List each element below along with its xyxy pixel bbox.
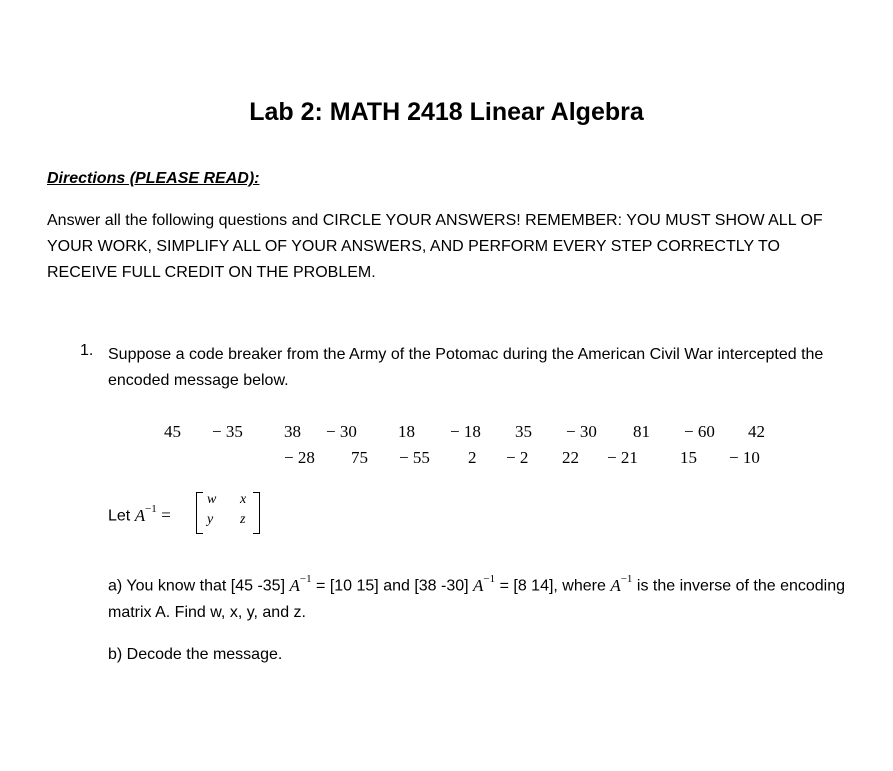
- directions-heading: Directions (PLEASE READ):: [47, 170, 260, 187]
- message-number: − 60: [684, 422, 715, 441]
- message-number: 22: [562, 448, 579, 467]
- message-number: 45: [164, 422, 181, 441]
- matrix-definition: [108, 505, 171, 526]
- message-number: − 30: [566, 422, 597, 441]
- message-number: 81: [633, 422, 650, 441]
- message-number: 2: [468, 448, 477, 467]
- matrix-cell-x: x: [240, 492, 247, 507]
- a-inverse-symbol: $A^{-1}$: [289, 573, 312, 595]
- message-number: − 55: [399, 448, 430, 467]
- message-number: − 30: [326, 422, 357, 441]
- right-bracket: [253, 492, 260, 534]
- page-title: Lab 2: MATH 2418 Linear Algebra: [249, 98, 644, 126]
- matrix-cell-w: w: [207, 492, 217, 507]
- part-b-text: b) Decode the message.: [108, 646, 283, 663]
- message-number: − 28: [284, 448, 315, 467]
- a-inverse-symbol: $A^{-1}$: [134, 503, 157, 525]
- let-label: Let: [108, 507, 131, 525]
- message-number: − 18: [450, 422, 481, 441]
- message-number: 15: [680, 448, 697, 467]
- a-inverse-symbol: $A^{-1}$: [473, 573, 496, 595]
- part-a-text: a) You know that [45 -35] $A^{-1} = [10$ 15] and [38 -30] $A^{-1} = [8$ 14], where $A^{-1}$ is the inverse of the encoding matrix A. Find w, x, y, and z.: [108, 573, 846, 621]
- question-text: Suppose a code breaker from the Army of the Potomac during the American Civil War intercepted the encoded message below.: [108, 346, 824, 389]
- message-number: 38: [284, 422, 301, 441]
- message-number: 18: [398, 422, 415, 441]
- message-number: 75: [351, 448, 368, 467]
- equals-sign: =: [161, 505, 171, 525]
- message-number: − 2: [506, 448, 529, 467]
- directions-body: Answer all the following questions and CIRCLE YOUR ANSWERS! REMEMBER: YOU MUST SHOW ALL OF YOUR WORK, SIMPLIFY ALL OF YOUR ANSWERS, AND PERFORM EVERY STEP CORRECTLY TO RECEIVE FULL CREDIT ON THE PROBLEM.: [47, 212, 823, 281]
- message-number: − 10: [729, 448, 760, 467]
- message-number: 42: [748, 422, 765, 441]
- message-number: − 21: [607, 448, 638, 467]
- message-number: − 35: [212, 422, 243, 441]
- question-number: 1.: [80, 342, 94, 359]
- inverse-matrix: [196, 492, 260, 534]
- left-bracket: [196, 492, 203, 534]
- matrix-cell-y: y: [207, 512, 214, 527]
- matrix-cell-z: z: [240, 512, 246, 527]
- a-inverse-symbol: $A^{-1}$: [610, 573, 633, 595]
- message-number: 35: [515, 422, 532, 441]
